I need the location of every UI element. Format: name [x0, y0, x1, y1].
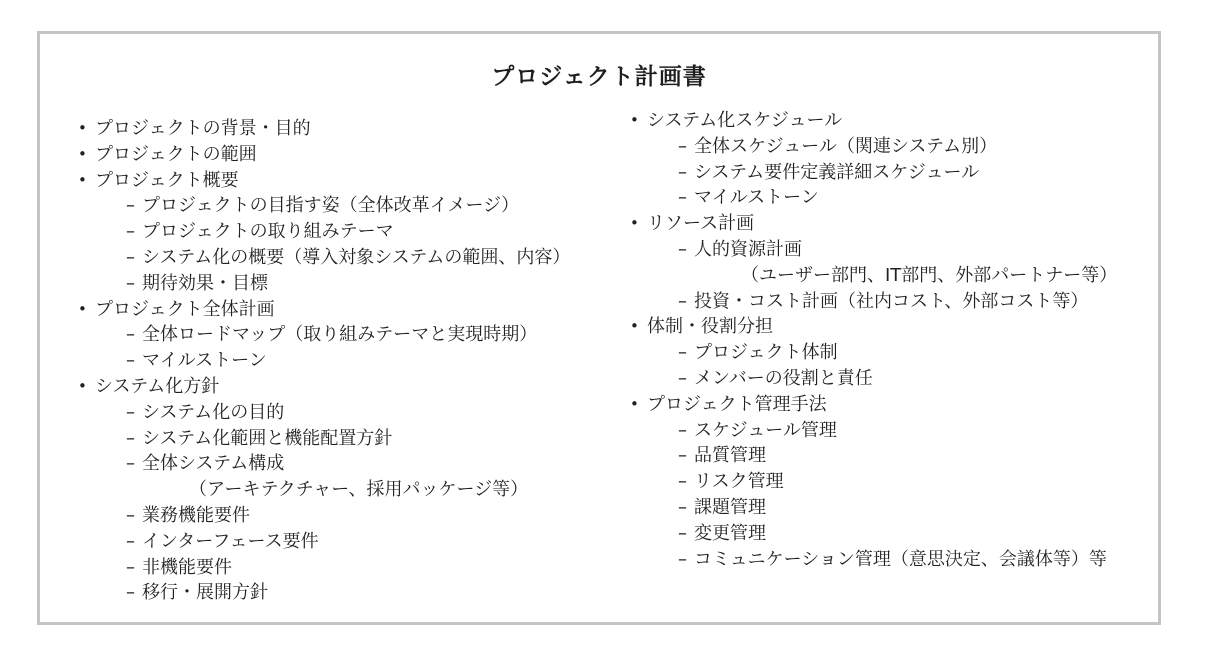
dash-marker: – [678, 548, 687, 570]
sub-item-text: プロジェクトの目指す姿（全体改革イメージ） [142, 195, 520, 217]
sub-item [95, 580, 570, 606]
outline-item-label: プロジェクト管理手法 [647, 393, 827, 415]
sub-item-text: 非機能要件 [142, 556, 232, 578]
outline-item-label: プロジェクトの範囲 [95, 143, 257, 165]
dash-marker: – [126, 221, 135, 243]
dash-marker: – [678, 471, 687, 493]
outline-item [78, 116, 570, 142]
dash-marker: – [126, 504, 135, 526]
sub-list [647, 418, 1117, 573]
dash-marker: – [126, 556, 135, 578]
dash-marker: – [126, 246, 135, 268]
dash-marker: – [678, 522, 687, 544]
sub-item-text: 投資・コスト計画（社内コスト、外部コスト等） [694, 290, 1089, 312]
left-outline [78, 116, 570, 606]
sub-item-continuation: （アーキテクチャー、採用パッケージ等） [189, 479, 529, 501]
sub-item-text: スケジュール管理 [694, 419, 837, 441]
sub-item [95, 400, 570, 426]
outline-item-label: リソース計画 [647, 213, 755, 235]
sub-item [95, 555, 570, 581]
sub-list [95, 193, 570, 296]
sub-item-text: プロジェクトの取り組みテーマ [142, 221, 394, 243]
sub-item [647, 521, 1117, 547]
sub-item-text: 全体システム構成 [142, 453, 285, 475]
sub-list [647, 134, 1117, 211]
dash-marker: – [678, 161, 687, 183]
dash-marker: – [126, 427, 135, 449]
sub-item-text: 課題管理 [694, 496, 766, 518]
sub-item-text: プロジェクト体制 [694, 342, 838, 364]
sub-item-text: リスク管理 [694, 471, 784, 493]
document-title: プロジェクト計画書 [491, 64, 707, 90]
dash-marker: – [678, 238, 687, 260]
sub-item-text: 移行・展開方針 [142, 582, 268, 604]
outline-item [78, 168, 570, 297]
sub-item [95, 193, 570, 219]
sub-item [95, 245, 570, 271]
sub-item [95, 271, 570, 297]
sub-item-text: マイルストーン [142, 350, 267, 372]
dash-marker: – [126, 582, 135, 604]
dash-marker: – [126, 272, 135, 294]
outline-item-label: システム化方針 [95, 375, 220, 397]
sub-item-text: システム要件定義詳細スケジュール [694, 161, 980, 183]
sub-item [95, 322, 570, 348]
dash-marker: – [678, 445, 687, 467]
dash-marker: – [678, 496, 687, 518]
sub-item-text: メンバーの役割と責任 [694, 367, 873, 389]
dash-marker: – [126, 195, 135, 217]
outline-item-label: システム化スケジュール [647, 110, 843, 131]
outline-item-label: 体制・役割分担 [647, 316, 773, 338]
sub-item-text: 全体スケジュール（関連システム別） [694, 135, 998, 157]
sub-item [95, 426, 570, 452]
sub-item [647, 237, 1117, 289]
sub-item [647, 185, 1117, 211]
sub-item [647, 160, 1117, 186]
sub-item-text: システム化の目的 [142, 401, 285, 423]
sub-item [647, 418, 1117, 444]
dash-marker: – [126, 453, 135, 475]
sub-item-text: 全体ロードマップ（取り組みテーマと実現時期） [142, 324, 538, 346]
dash-marker: – [678, 135, 687, 157]
sub-item-text: 品質管理 [694, 445, 766, 467]
sub-item-text: システム化の概要（導入対象システムの範囲、内容） [142, 246, 571, 268]
sub-item [647, 443, 1117, 469]
dash-marker: – [126, 324, 135, 346]
sub-item [95, 219, 570, 245]
sub-list [95, 322, 570, 374]
outline-item [630, 108, 1117, 211]
sub-item-text: マイルストーン [694, 187, 819, 209]
outline-item-label: プロジェクト概要 [95, 169, 239, 191]
dash-marker: – [678, 419, 687, 441]
document-frame [37, 31, 1161, 625]
sub-item [647, 366, 1117, 392]
sub-item [647, 134, 1117, 160]
outline-item [630, 211, 1117, 314]
outline-item-label: プロジェクト全体計画 [95, 298, 275, 320]
sub-item [647, 495, 1117, 521]
sub-item [95, 348, 570, 374]
sub-item [647, 469, 1117, 495]
dash-marker: – [678, 187, 687, 209]
sub-item [647, 289, 1117, 315]
sub-item-text: 変更管理 [694, 522, 766, 544]
sub-item-text: コミュニケーション管理（意思決定、会議体等）等 [694, 548, 1107, 570]
sub-item [647, 547, 1117, 573]
sub-item [95, 529, 570, 555]
sub-list [647, 340, 1117, 392]
outline-item [78, 142, 570, 168]
sub-item-text: システム化範囲と機能配置方針 [142, 427, 393, 449]
sub-item-text: 業務機能要件 [142, 504, 250, 526]
sub-item [95, 503, 570, 529]
right-outline [630, 108, 1117, 572]
outline-item-label: プロジェクトの背景・目的 [95, 118, 311, 139]
sub-item-text: インターフェース要件 [142, 530, 319, 552]
sub-list [647, 237, 1117, 314]
sub-item-text: 期待効果・目標 [142, 272, 268, 294]
outline-item [630, 314, 1117, 391]
outline-item [78, 297, 570, 374]
dash-marker: – [126, 350, 135, 372]
dash-marker: – [126, 401, 135, 423]
dash-marker: – [678, 290, 687, 312]
sub-item [95, 451, 570, 503]
outline-item [78, 374, 570, 606]
sub-item-continuation: （ユーザー部門、IT部門、外部パートナー等） [741, 264, 1118, 286]
dash-marker: – [126, 530, 135, 552]
outline-item [630, 392, 1117, 573]
dash-marker: – [678, 342, 687, 364]
sub-item-text: 人的資源計画 [694, 238, 802, 260]
dash-marker: – [678, 367, 687, 389]
sub-item [647, 340, 1117, 366]
sub-list [95, 400, 570, 606]
